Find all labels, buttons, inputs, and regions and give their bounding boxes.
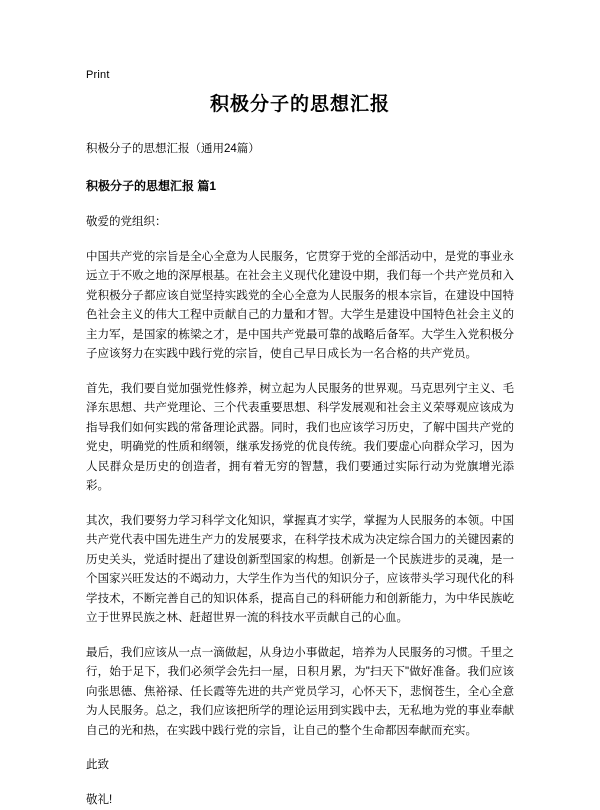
body-paragraph: 中国共产党的宗旨是全心全意为人民服务，它贯穿于党的全部活动中，是党的事业永远立于不败之地的深厚根基。在社会主义现代化建设中期，我们每一个共产党员和入党积极分子都应该自觉坚持实践党的全心全意为人民服务的根本宗旨，在建设中国特色社会主义的伟大工程中贡献自己的力量和才智。大学生是建设中国特色社会主义的主力军，是国家的栋梁之才，是中国共产党最可靠的战略后备军。大学生入党积极分子应该努力在实践中践行党的宗旨，使自己早日成长为一名合格的共产党员。 <box>86 248 514 365</box>
salutation: 敬爱的党组织： <box>86 213 514 233</box>
print-button[interactable]: Print <box>86 68 110 82</box>
body-paragraph: 最后，我们应该从一点一滴做起，从身边小事做起，培养为人民服务的习惯。千里之行，始于足下，我们必须学会先扫一屋，日积月累，为"扫天下"做好准备。我们应该向张思德、焦裕禄、任长霞等先进的共产党员学习，心怀天下，悲悯苍生，全心全意为人民服务。总之，我们应该把所学的理论运用到实践中去，无私地为党的事业奉献自己的光和热，在实践中践行党的宗旨，让自己的整个生命都因奉献而充实。 <box>86 644 514 742</box>
section-heading: 积极分子的思想汇报 篇1 <box>86 177 514 195</box>
body-paragraph: 其次，我们要努力学习科学文化知识，掌握真才实学，掌握为人民服务的本领。中国共产党代表中国先进生产力的发展要求，在科学技术成为决定综合国力的关键因素的历史关头，党适时提出了建设创新型国家的构想。创新是一个民族进步的灵魂，是一个国家兴旺发达的不竭动力，大学生作为当代的知识分子，应该带头学习现代化的科学技术，不断完善自己的知识体系，提高自己的科研能力和创新能力，为中华民族屹立于世界民族之林、赶超世界一流的科技水平贡献自己的心血。 <box>86 512 514 629</box>
page-title: 积极分子的思想汇报 <box>86 92 514 118</box>
document-subtitle: 积极分子的思想汇报（通用24篇） <box>86 140 514 159</box>
document-body <box>86 92 514 810</box>
closing-line-2: 敬礼! <box>86 791 514 810</box>
closing-line-1: 此致 <box>86 756 514 776</box>
body-paragraph: 首先，我们要自觉加强党性修养，树立起为人民服务的世界观。马克思列宁主义、毛泽东思想、共产党理论、三个代表重要思想、科学发展观和社会主义荣辱观应该成为指导我们如何实践的常备理论武器。同时，我们也应该学习历史，了解中国共产党的党史，明确党的性质和纲领，继承发扬党的优良传统。我们要虚心向群众学习，因为人民群众是历史的创造者，拥有着无穷的智慧，我们要通过实际行动为党旗增光添彩。 <box>86 380 514 497</box>
